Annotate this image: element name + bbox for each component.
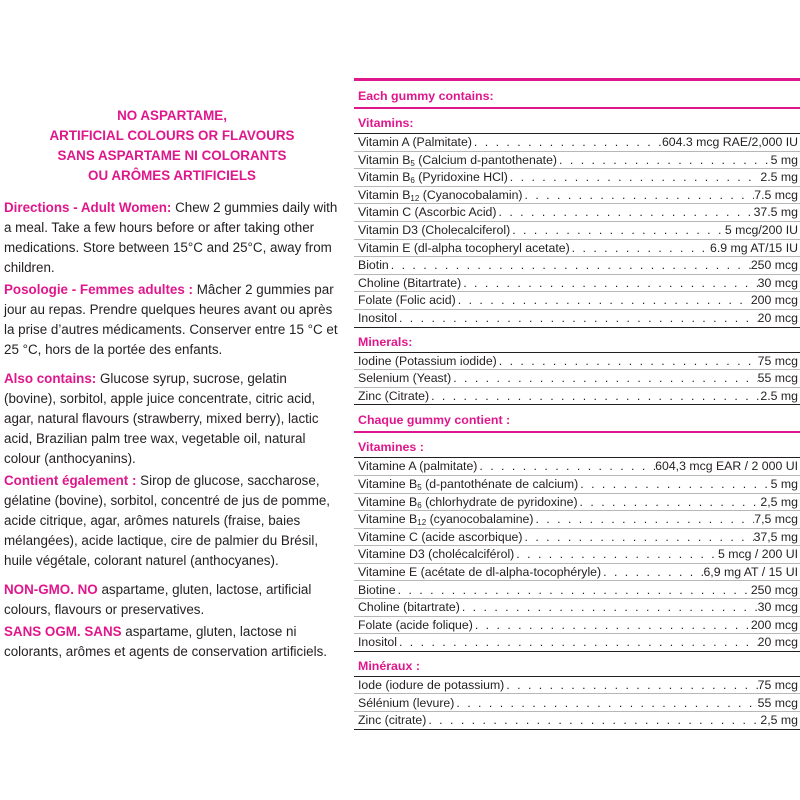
nutrient-name-suffix: (d-pantothénate de calcium) <box>421 477 579 491</box>
nutrient-row <box>354 694 800 712</box>
nutrient-amount: 30 mcg <box>757 600 798 615</box>
nutrient-amount: 55 mcg <box>757 695 798 710</box>
minerals-fr-list <box>354 677 800 730</box>
nutrient-row <box>354 152 800 170</box>
non-gmo-fr-label: SANS OGM. SANS <box>4 624 122 639</box>
nutrient-amount: 6.9 mg AT/15 IU <box>710 240 798 255</box>
nutrient-subscript: 6 <box>410 176 415 186</box>
nutrient-name: Sélénium (levure) <box>358 695 455 710</box>
nutrient-name-suffix: (cyanocobalamine) <box>426 512 534 527</box>
nutrient-row <box>354 529 800 547</box>
directions-fr-text: Mâcher 2 gummies par jour au repas. Prendre quelques heures avant ou après la prise d’autres médicaments. Conserver entre 15 °C et 25 °C, hors de la portée des enfants. <box>4 282 338 357</box>
nutrient-amount: 2.5 mg <box>760 170 798 185</box>
nutrient-name: Vitamin D3 (Cholecalciferol) <box>358 223 511 238</box>
nutrient-subscript: 12 <box>410 193 420 203</box>
warning-line: NO ASPARTAME, <box>117 108 227 123</box>
nutrient-row <box>354 581 800 599</box>
nutrient-amount: 37.5 mg <box>753 205 798 220</box>
nutrient-name-suffix: (Calcium d-pantothenate) <box>414 152 558 167</box>
nutrient-name: Iode (iodure de potassium) <box>358 677 505 692</box>
dot-leader <box>497 205 754 221</box>
dot-leader <box>514 547 718 563</box>
non-gmo-fr-text: aspartame, gluten, lactose ni colorants, arômes et agents de conservation artificiels. <box>4 624 328 659</box>
nutrient-name-prefix: Vitamin B <box>358 170 411 185</box>
nutrient-amount: 200 mcg <box>750 293 798 308</box>
no-aspartame-warning <box>4 106 340 186</box>
dot-leader <box>461 276 757 292</box>
nutrient-amount: 2.5 mg <box>760 388 798 403</box>
nutrient-amount: 20 mcg <box>757 311 798 326</box>
nutrient-amount: 6,9 mg AT / 15 UI <box>703 564 798 579</box>
nutrient-name <box>358 477 578 493</box>
vitamins-en-list <box>354 134 800 328</box>
non-gmo-en-label: NON-GMO. NO <box>4 582 98 597</box>
nutrient-name-suffix: (chlorhydrate de pyridoxine) <box>421 494 578 509</box>
nutrient-row <box>354 222 800 240</box>
nutrient-name: Vitamine A (palmitate) <box>358 459 478 474</box>
also-contains-fr-label: Contient également : <box>4 473 137 488</box>
nutrient-subscript: 6 <box>417 500 422 510</box>
nutrient-row <box>354 370 800 388</box>
nutrient-row <box>354 712 800 730</box>
dot-leader <box>460 600 758 616</box>
dot-leader <box>473 618 751 634</box>
nutrient-amount: 55 mcg <box>757 371 798 386</box>
nutrient-amount: 5 mg <box>770 477 798 491</box>
also-contains-fr-text: Sirop de glucose, saccharose, gélatine (bovine), sorbitol, concentré de jus de pomme, acide citrique, agar, arômes naturels (fraise, baies mélangées), acide lactique, cire de palmier du Brésil, huile végétale, colorant naturel (anthocyanes). <box>4 473 331 568</box>
nutrient-amount: 2,5 mg <box>760 494 798 509</box>
dot-leader <box>426 713 760 729</box>
dot-leader <box>578 477 770 493</box>
warning-line: ARTIFICIAL COLOURS OR FLAVOURS <box>49 128 295 143</box>
nutrient-row <box>354 599 800 617</box>
dot-leader <box>557 153 771 169</box>
nutrient-amount: 604.3 mcg RAE/2,000 IU <box>661 135 798 150</box>
nutrient-name-prefix: Vitamin B <box>358 152 411 167</box>
nutrient-name: Selenium (Yeast) <box>358 371 452 386</box>
nutrient-row <box>354 169 800 187</box>
nutrient-row <box>354 546 800 564</box>
also-contains-en-text: Glucose syrup, sucrose, gelatin (bovine), sorbitol, apple juice concentrate, citric acid, agar, natural flavours (strawberry, mixed berry), lactic acid, Brazilian palm tree wax, vegetable oil, natural colour (anthocyanins). <box>4 371 319 466</box>
vitamins-fr-list <box>354 458 800 652</box>
dot-leader <box>570 241 710 257</box>
nutrient-row <box>354 476 800 494</box>
facts-fr-title: Chaque gummy contient : <box>358 413 511 428</box>
dot-leader <box>397 311 758 327</box>
facts-en-title: Each gummy contains: <box>358 89 494 103</box>
nutrient-name: Zinc (citrate) <box>358 713 427 728</box>
dot-leader <box>497 354 758 370</box>
also-contains-en <box>4 369 340 469</box>
dot-leader <box>533 512 754 528</box>
nutrient-row <box>354 310 800 328</box>
nutrient-amount: 30 mcg <box>757 275 798 290</box>
supplement-facts-panel <box>354 78 800 730</box>
warning-line: SANS ASPARTAME NI COLORANTS <box>57 148 287 163</box>
dot-leader <box>523 530 754 546</box>
nutrient-name-prefix: Vitamine B <box>358 494 418 509</box>
dot-leader <box>477 459 655 475</box>
nutrient-amount: 5 mcg/200 IU <box>724 223 798 238</box>
dot-leader <box>389 258 751 274</box>
nutrient-name-prefix: Vitamine B <box>358 477 418 491</box>
nutrient-row <box>354 494 800 512</box>
nutrient-name: Inositol <box>358 311 397 326</box>
nutrient-name: Vitamine C (acide ascorbique) <box>358 529 523 544</box>
dot-leader <box>451 371 757 387</box>
directions-fr-label: Posologie - Femmes adultes : <box>4 282 193 297</box>
nutrient-amount: 604,3 mcg EAR / 2 000 UI <box>655 459 798 474</box>
nutrient-name: Vitamin E (dl-alpha tocopheryl acetate) <box>358 240 570 255</box>
nutrient-amount: 75 mcg <box>757 677 798 692</box>
directions-en-text: Chew 2 gummies daily with a meal. Take a few hours before or after taking other medications. Store between 15°C and 25°C, away from children. <box>4 200 338 275</box>
nutrient-name: Choline (Bitartrate) <box>358 275 462 290</box>
nutrient-name: Folate (Folic acid) <box>358 293 456 308</box>
nutrient-row <box>354 388 800 406</box>
nutrient-name: Iodine (Potassium iodide) <box>358 353 497 368</box>
dot-leader <box>504 678 757 694</box>
nutrient-name: Folate (acide folique) <box>358 617 473 632</box>
nutrient-name <box>358 495 578 511</box>
nutrient-amount: 200 mcg <box>750 617 798 632</box>
non-gmo-fr <box>4 622 340 662</box>
nutrient-amount: 250 mcg <box>750 258 798 273</box>
directions-fr <box>4 280 340 360</box>
nutrient-subscript: 12 <box>417 518 427 528</box>
nutrient-row <box>354 564 800 582</box>
directions-column <box>4 106 340 671</box>
warning-line: OU ARÔMES ARTIFICIELS <box>88 168 256 183</box>
nutrient-subscript: 5 <box>417 483 422 492</box>
nutrient-amount: 37,5 mg <box>753 529 798 544</box>
nutrient-row <box>354 187 800 205</box>
nutrient-amount: 7,5 mcg <box>754 512 798 527</box>
nutrient-row <box>354 511 800 529</box>
nutrient-name: Vitamin C (Ascorbic Acid) <box>358 205 497 220</box>
dot-leader <box>456 293 751 309</box>
nutrient-name: Vitamine E (acétate de dl-alpha-tocophéryle) <box>358 564 602 579</box>
nutrient-name: Vitamine D3 (cholécalciférol) <box>358 547 515 562</box>
nutrient-row <box>354 275 800 293</box>
nutrient-name <box>358 153 557 169</box>
nutrient-row <box>354 677 800 695</box>
nutrient-row <box>354 204 800 222</box>
non-gmo-en-text: aspartame, gluten, lactose, artificial colours, flavours or preservatives. <box>4 582 312 617</box>
vitamins-fr-title: Vitamines : <box>358 440 424 455</box>
nutrient-amount: 20 mcg <box>757 635 798 650</box>
vitamins-en-title: Vitamins: <box>358 116 414 130</box>
nutrient-amount: 2,5 mg <box>760 713 798 728</box>
also-contains-en-label: Also contains: <box>4 371 97 386</box>
directions-en <box>4 198 340 278</box>
nutrient-amount: 7.5 mcg <box>754 187 798 202</box>
minerals-en-title: Minerals: <box>358 334 413 349</box>
nutrient-name-suffix: (Pyridoxine HCl) <box>414 170 508 185</box>
minerals-en-list <box>354 353 800 406</box>
nutrient-subscript: 5 <box>410 158 415 168</box>
nutrient-row <box>354 134 800 152</box>
nutrient-name: Choline (bitartrate) <box>358 600 460 615</box>
dot-leader <box>508 170 761 186</box>
nutrient-name: Vitamin A (Palmitate) <box>358 135 472 150</box>
nutrient-row <box>354 257 800 275</box>
nutrient-amount: 5 mg <box>770 152 798 167</box>
dot-leader <box>578 495 761 511</box>
nutrient-row <box>354 292 800 310</box>
dot-leader <box>454 696 757 712</box>
minerals-fr-title: Minéraux : <box>358 658 420 673</box>
nutrient-name: Biotine <box>358 582 396 597</box>
dot-leader <box>397 635 758 651</box>
also-contains-fr <box>4 471 340 571</box>
dot-leader <box>429 389 760 405</box>
directions-en-label: Directions - Adult Women: <box>4 200 172 215</box>
dot-leader <box>510 223 725 239</box>
dot-leader <box>472 135 662 151</box>
non-gmo-en <box>4 580 340 620</box>
nutrient-name <box>358 188 523 204</box>
nutrient-amount: 75 mcg <box>757 353 798 368</box>
nutrient-amount: 5 mcg / 200 UI <box>718 547 798 562</box>
dot-leader <box>523 188 755 204</box>
nutrient-row <box>354 458 800 476</box>
nutrient-name-prefix: Vitamin B <box>358 187 411 202</box>
nutrient-row <box>354 617 800 635</box>
nutrient-name-suffix: (Cyanocobalamin) <box>419 187 523 202</box>
nutrient-name-prefix: Vitamine B <box>358 512 418 527</box>
nutrient-amount: 250 mcg <box>750 582 798 597</box>
nutrient-name: Biotin <box>358 258 389 273</box>
nutrient-name: Inositol <box>358 635 397 650</box>
dot-leader <box>601 565 703 581</box>
nutrient-row <box>354 353 800 371</box>
nutrient-name <box>358 170 508 186</box>
nutrient-name <box>358 512 533 528</box>
nutrient-row <box>354 634 800 652</box>
nutrient-name: Zinc (Citrate) <box>358 388 430 403</box>
dot-leader <box>396 583 751 599</box>
nutrient-row <box>354 240 800 258</box>
